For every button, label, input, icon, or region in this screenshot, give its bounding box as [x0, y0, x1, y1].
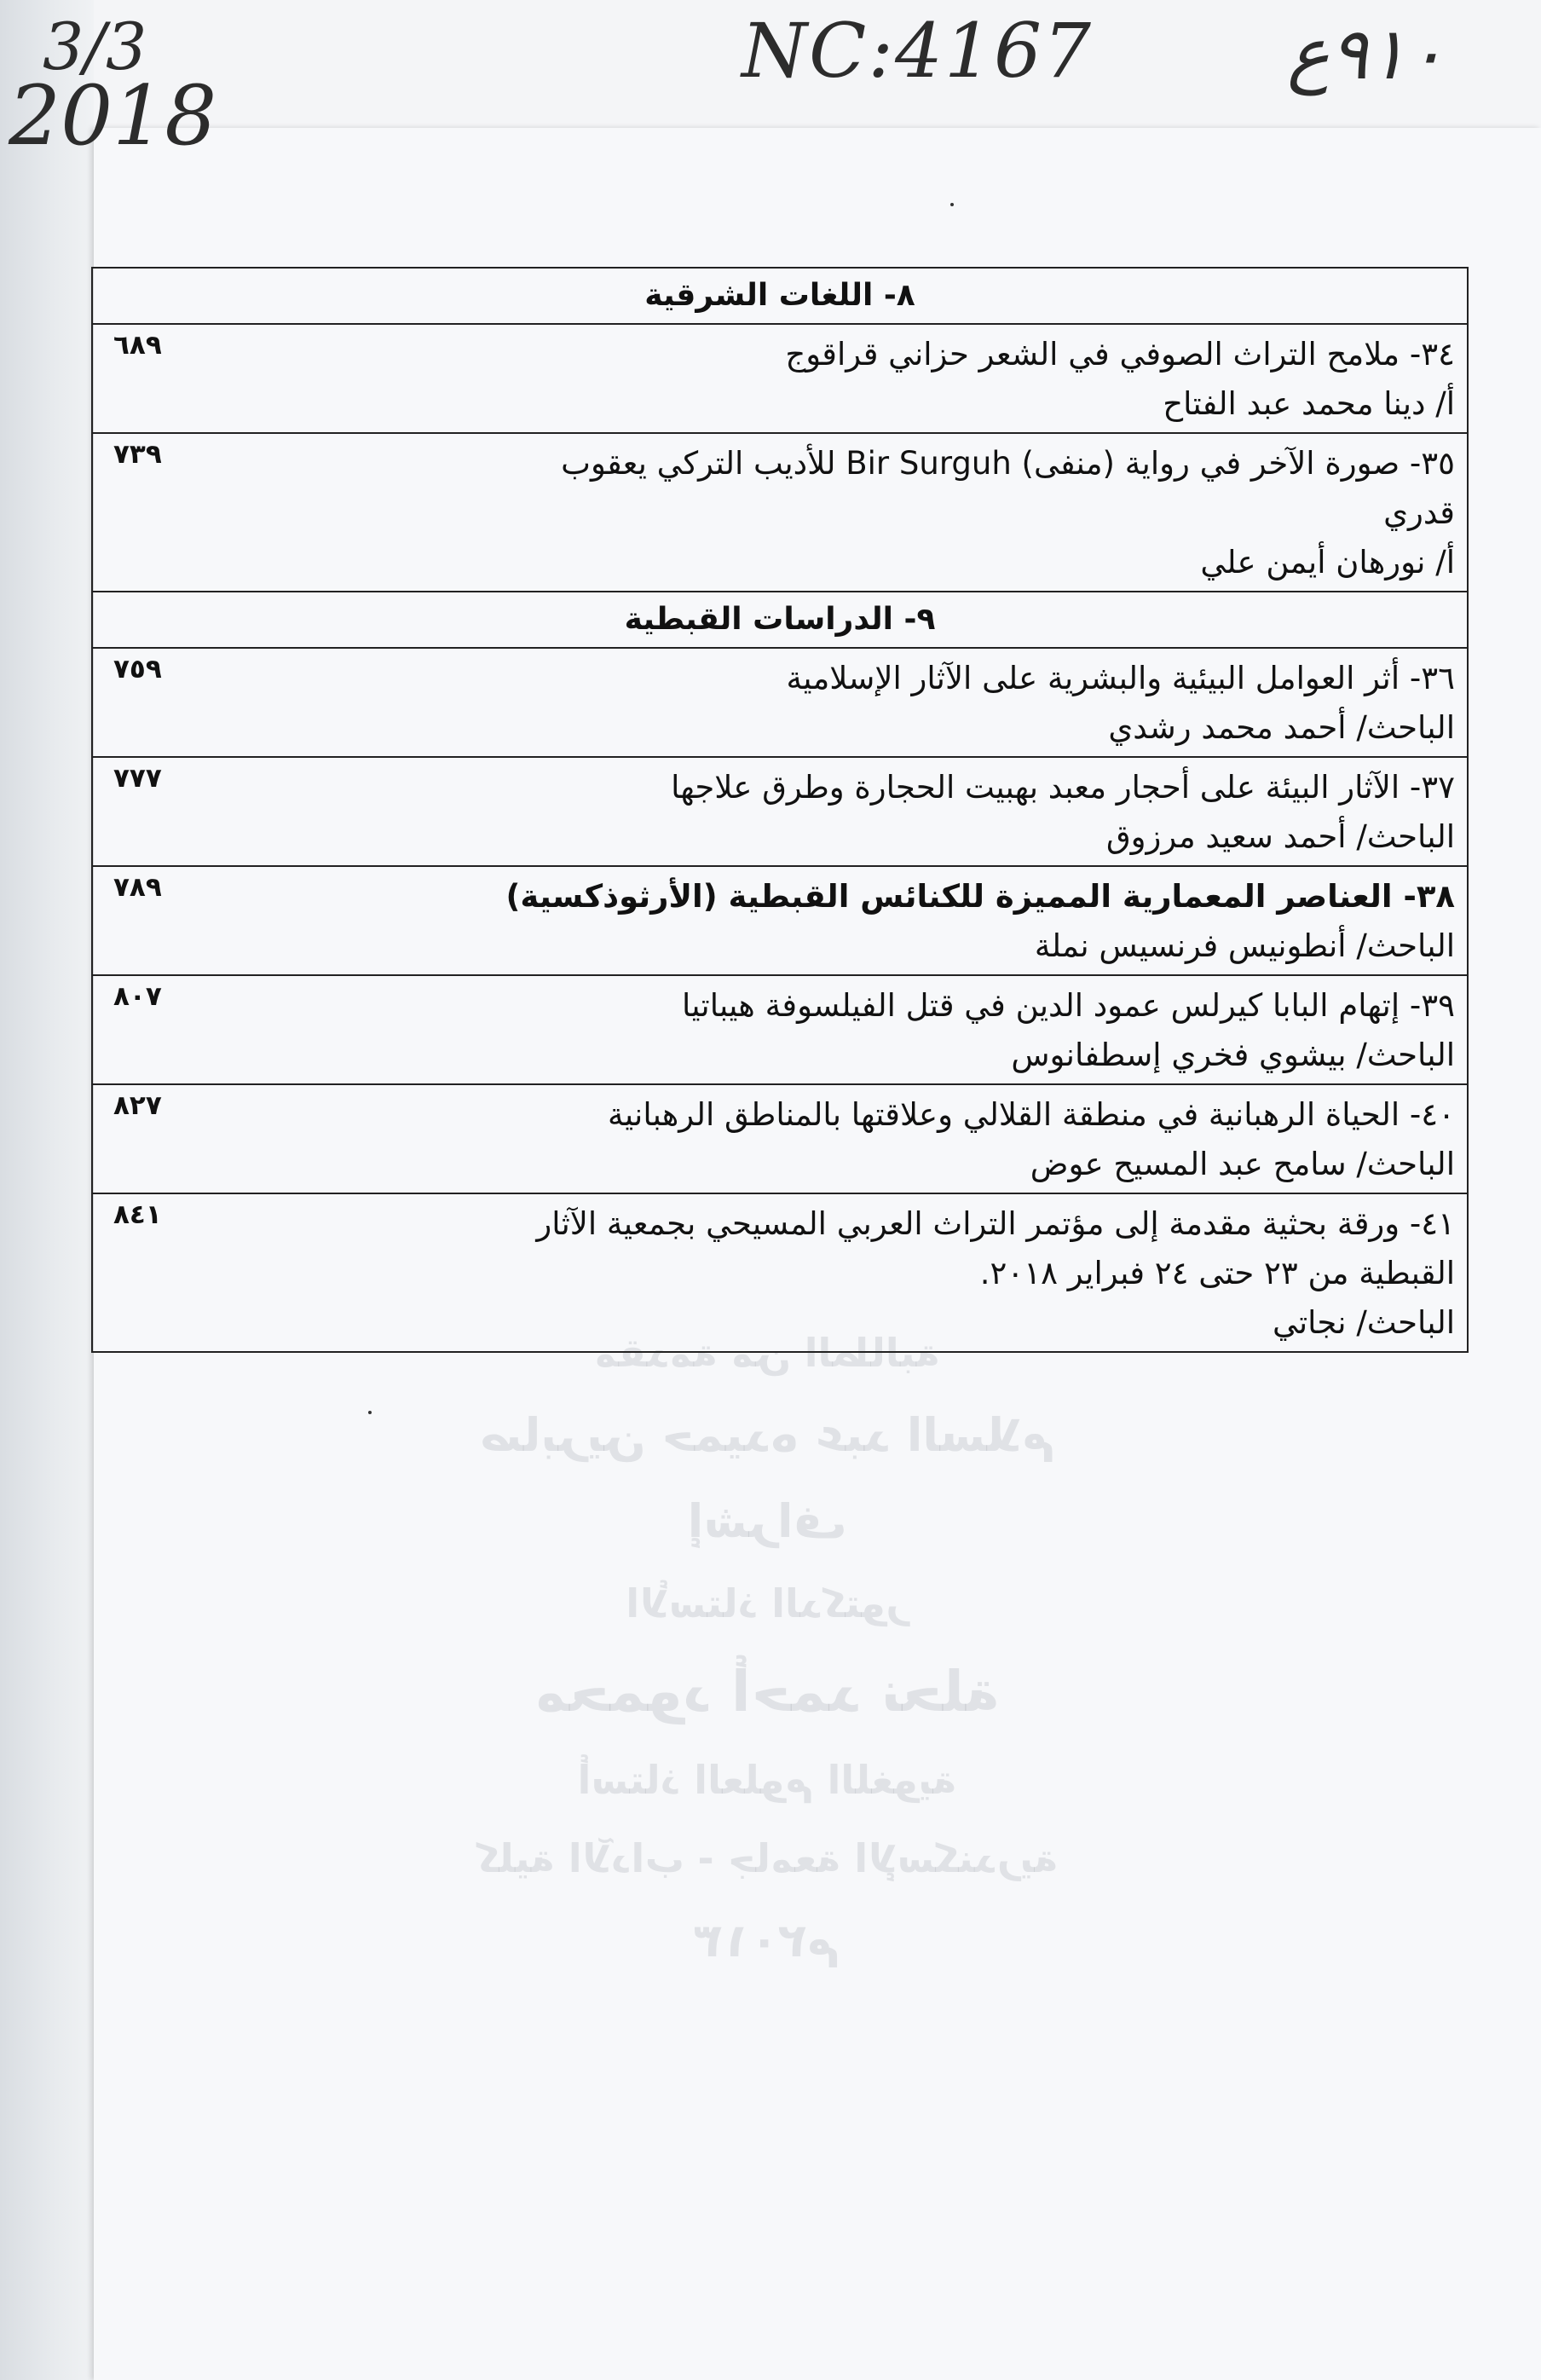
section-heading: ٩- الدراسات القبطية — [93, 592, 1467, 649]
entry-author: الباحث/ بيشوي فخري إسطفانوس — [1011, 1037, 1455, 1073]
toc-entry — [93, 976, 1467, 1085]
toc-entry — [93, 1194, 1467, 1351]
toc-entry — [93, 434, 1467, 592]
ghost-line: مقدمة من الطالبة — [594, 1330, 940, 1376]
contents-table — [91, 267, 1469, 1353]
page-number: ٧٧٧ — [113, 763, 162, 794]
binding-margin — [0, 0, 94, 2380]
entry-title: ٤٠- الحياة الرهبانية في منطقة القلالي وعلاقتها بالمناطق الرهبانية — [608, 1096, 1455, 1133]
entry-title: ٣٧- الآثار البيئة على أحجار معبد بهبيت الحجارة وطرق علاجها — [671, 769, 1455, 806]
entry-author: الباحث/ أحمد سعيد مرزوق — [1105, 818, 1455, 855]
entry-title: ٣٤- ملامح التراث الصوفي في الشعر حزاني قراقوج — [785, 336, 1455, 373]
ghost-line: إشراف — [687, 1494, 847, 1548]
page-number: ٧٣٩ — [113, 439, 162, 470]
toc-entry — [93, 649, 1467, 758]
ghost-line: الأستاذ الدكتور — [626, 1580, 909, 1626]
entry-author: أ/ نورهان أيمن علي — [1200, 544, 1455, 581]
entry-title-continued: قدري — [1383, 494, 1455, 531]
handwritten-shelf-mark: ٩١٠ع — [1287, 12, 1446, 95]
entry-author: الباحث/ أنطونيس فرنسيس نملة — [1034, 927, 1455, 964]
page-number: ٨٤١ — [113, 1199, 162, 1230]
bleed-through-text — [341, 1330, 1193, 2000]
ghost-line: صابرين حميده عبد السلام — [478, 1408, 1056, 1462]
page-number: ٨٢٧ — [113, 1090, 162, 1121]
ink-speck — [950, 203, 954, 206]
toc-entry — [93, 867, 1467, 976]
ghost-line: ٢٠١٣م — [694, 1914, 840, 1967]
entry-title: ٤١- ورقة بحثية مقدمة إلى مؤتمر التراث العربي المسيحي بجمعية الآثار — [536, 1205, 1455, 1242]
handwritten-fraction: 3/3 — [43, 9, 147, 84]
entry-title: ٣٨- العناصر المعمارية المميزة للكنائس القبطية (الأرثوذكسية) — [505, 878, 1455, 915]
entry-title-continued: القبطية من ٢٣ حتى ٢٤ فبراير ٢٠١٨. — [979, 1255, 1455, 1291]
ghost-line: كلية الآداب - جامعة الإسكندرية — [476, 1835, 1059, 1881]
page-number: ٦٨٩ — [113, 330, 162, 361]
ghost-line: أستاذ العلوم اللغوية — [577, 1757, 957, 1803]
entry-title: ٣٦- أثر العوامل البيئية والبشرية على الآثار الإسلامية — [786, 660, 1455, 696]
entry-author: الباحث/ نجاتي — [1272, 1304, 1455, 1341]
page-number: ٧٥٩ — [113, 654, 162, 685]
toc-entry — [93, 325, 1467, 434]
page-number: ٨٠٧ — [113, 981, 162, 1012]
entry-title: ٣٥- صورة الآخر في رواية (منفى) Bir Surguh للأديب التركي يعقوب — [561, 445, 1455, 482]
ink-speck — [368, 1411, 372, 1414]
ghost-line: محمود أحمد نحلة — [534, 1659, 1000, 1724]
page-number: ٧٨٩ — [113, 872, 162, 903]
entry-author: الباحث/ سامح عبد المسيح عوض — [1030, 1146, 1455, 1182]
section-heading: ٨- اللغات الشرقية — [93, 269, 1467, 325]
entry-author: أ/ دينا محمد عبد الفتاح — [1163, 385, 1455, 422]
entry-author: الباحث/ أحمد محمد رشدي — [1108, 709, 1455, 746]
handwritten-catalog-number: NC:4167 — [742, 7, 1093, 95]
handwritten-year: 2018 — [9, 68, 217, 164]
toc-entry — [93, 758, 1467, 867]
toc-entry — [93, 1085, 1467, 1194]
entry-title: ٣٩- إتهام البابا كيرلس عمود الدين في قتل الفيلسوفة هيباتيا — [681, 987, 1455, 1024]
